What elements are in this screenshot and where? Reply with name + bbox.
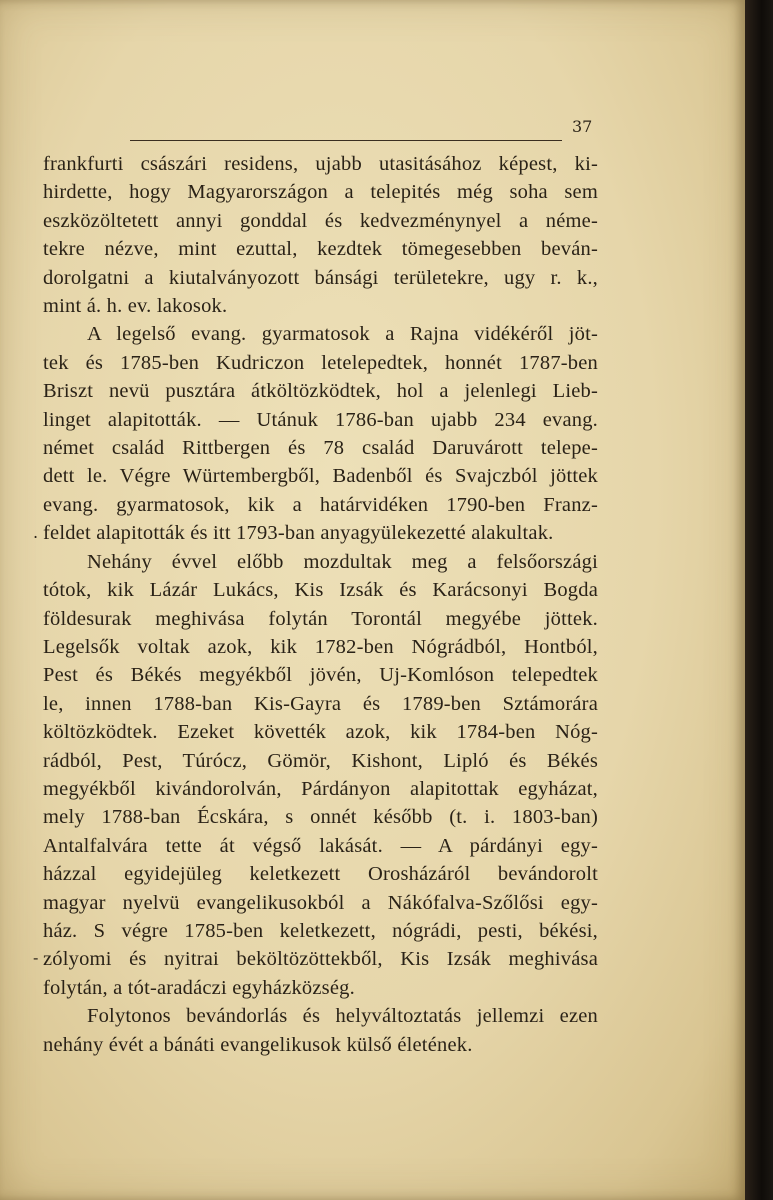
text-line: Legelsők voltak azok, kik 1782-ben Nógrádból, Hontból, — [43, 635, 598, 658]
text-line: mely 1788-ban Écskára, s onnét később (t. i. 1803-ban) — [43, 806, 598, 829]
text-line: A legelső evang. gyarmatosok a Rajna vidékéről jöt- — [87, 323, 598, 346]
text-line: Nehány évvel előbb mozdultak meg a felsőországi — [87, 550, 598, 573]
text-line: feldet alapitották és itt 1793-ban anyagyülekezetté alakultak. — [43, 522, 554, 545]
text-line: zólyomi és nyitrai beköltözöttekből, Kis Izsák meghivása — [43, 948, 598, 971]
header-rule — [130, 140, 562, 141]
text-line: eszközöltetett annyi gonddal és kedvezménynyel a néme- — [43, 209, 598, 232]
text-line: nehány évét a bánáti evangelikusok külső életének. — [43, 1033, 473, 1056]
text-line: le, innen 1788-ban Kis-Gayra és 1789-ben Sztámorára — [43, 692, 598, 715]
text-line: megyékből kivándorolván, Párdányon alapitottak egyházat, — [43, 777, 598, 800]
text-line: Pest és Békés megyékből jövén, Uj-Komlóson telepedtek — [43, 664, 598, 687]
text-line: rádból, Pest, Túrócz, Gömör, Kishont, Lipló és Békés — [43, 749, 598, 772]
text-line: linget alapitották. — Utánuk 1786-ban ujabb 234 evang. — [43, 408, 598, 431]
body-text — [43, 150, 598, 1059]
text-line: tekre nézve, mint ezuttal, kezdtek tömegesebben beván- — [43, 238, 598, 261]
page-edge — [745, 0, 773, 1200]
text-line: Folytonos bevándorlás és helyváltoztatás jellemzi ezen — [87, 1005, 598, 1028]
text-line: mint á. h. ev. lakosok. — [43, 295, 228, 318]
text-line: magyar nyelvü evangelikusokból a Nákófalva-Szőlősi egy- — [43, 891, 598, 914]
text-line: házzal egyidejüleg keletkezett Orosházáról bevándorolt — [43, 863, 598, 886]
text-line: tótok, kik Lázár Lukács, Kis Izsák és Karácsonyi Bogda — [43, 579, 598, 602]
text-line: földesurak meghivása folytán Torontál megyébe jöttek. — [43, 607, 598, 630]
text-line: dorolgatni a kiutalványozott bánsági területekre, ugy r. k., — [43, 266, 598, 289]
text-line: dett le. Végre Würtembergből, Badenből és Svajczból jöttek — [43, 465, 598, 488]
text-line: folytán, a tót-aradáczi egyházközség. — [43, 976, 355, 999]
margin-mark: - — [33, 948, 39, 967]
text-line: költözködtek. Ezeket követték azok, kik 1784-ben Nóg- — [43, 721, 598, 744]
margin-mark: . — [33, 523, 39, 542]
text-line: Briszt nevü pusztára átköltözködtek, hol a jelenlegi Lieb- — [43, 380, 598, 403]
text-line: német család Rittbergen és 78 család Daruvárott telepe- — [43, 437, 598, 460]
text-line: Antalfalvára tette át végső lakását. — A párdányi egy- — [43, 834, 598, 857]
text-line: hirdette, hogy Magyarországon a telepités még soha sem — [43, 181, 598, 204]
text-line: ház. S végre 1785-ben keletkezett, nógrádi, pesti, békési, — [43, 919, 598, 942]
page-number: 37 — [572, 117, 593, 136]
text-line: evang. gyarmatosok, kik a határvidéken 1790-ben Franz- — [43, 493, 598, 516]
text-line: tek és 1785-ben Kudriczon letelepedtek, honnét 1787-ben — [43, 351, 598, 374]
text-line: frankfurti császári residens, ujabb utasitásához képest, ki- — [43, 153, 598, 175]
